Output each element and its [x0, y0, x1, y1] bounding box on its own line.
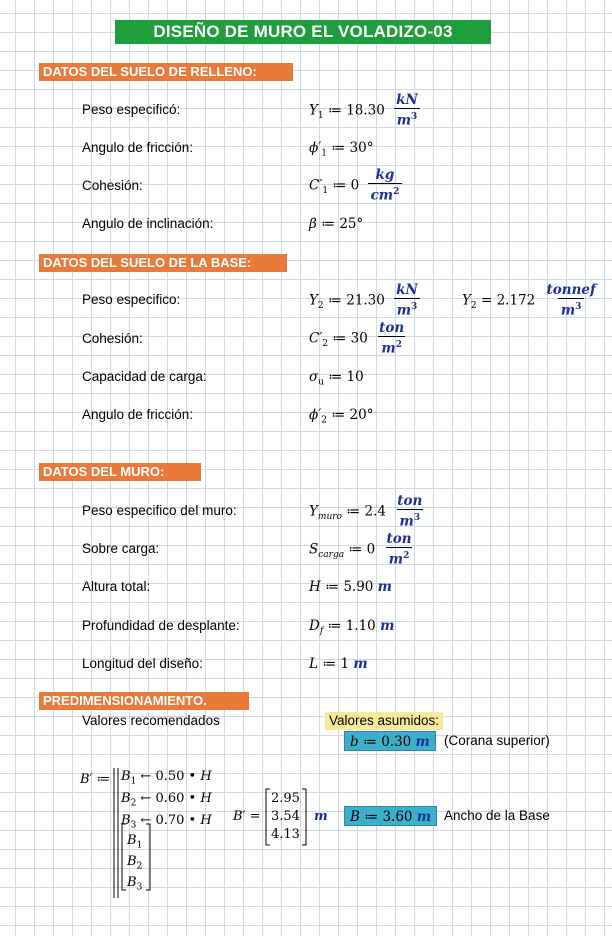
label-friccion-base: Angulo de fricción:: [82, 407, 194, 422]
eq-cohesion-relleno: $C'_1$ ≔ 0 $\frac{kg}{cm^2}$: [309, 168, 402, 204]
section-heading-relleno: DATOS DEL SUELO DE RELLENO:: [39, 63, 293, 81]
eq-altura: H ≔ 5.90 m: [309, 579, 392, 595]
program-return-2: $B_2$: [127, 854, 143, 872]
label-recomendados: Valores recomendados: [82, 713, 220, 728]
label-capacidad: Capacidad de carga:: [82, 369, 207, 384]
section-heading-pred: PREDIMENSIONAMIENTO.: [39, 692, 249, 710]
label-asumidos: Valores asumidos:: [325, 712, 443, 730]
eq-peso-relleno: $Y_1$ ≔ 18.30 $\frac{kN}{m^3}$: [309, 93, 421, 129]
program-line-3: $B_3$ ← 0.70 • H: [121, 813, 212, 831]
label-peso-muro: Peso especifico del muro:: [82, 503, 237, 518]
program-return-3: $B_3$: [127, 875, 143, 893]
eq-friccion-relleno: $\phi'_1$ ≔ 30°: [309, 140, 374, 159]
label-desplante: Profundidad de desplante:: [82, 618, 240, 633]
eq-inclinacion: β ≔ 25°: [309, 216, 364, 232]
program-line-2: $B_2$ ← 0.60 • H: [121, 791, 212, 809]
eq-B-base: B ≔ 3.60 m: [344, 806, 437, 826]
program-return-1: $B_1$: [127, 833, 143, 851]
label-friccion-relleno: Angulo de fricción:: [82, 140, 194, 155]
eq-peso-muro: $Y_{muro}$ ≔ 2.4 $\frac{\text{ton}}{m^3}$: [309, 493, 423, 530]
label-sobrecarga: Sobre carga:: [82, 541, 160, 556]
eq-friccion-base: $\phi'_2$ ≔ 20°: [309, 407, 374, 426]
label-corona: (Corana superior): [444, 733, 550, 748]
eq-b-corona: b ≔ 0.30 m: [344, 731, 436, 751]
page-title: DISEÑO DE MURO EL VOLADIZO-03: [115, 20, 491, 44]
section-heading-muro: DATOS DEL MURO:: [39, 463, 201, 481]
eq-longitud: L ≔ 1 m: [309, 656, 368, 672]
label-peso-base: Peso especifico:: [82, 292, 181, 307]
eq-capacidad: $\sigma_u$ ≔ 10: [309, 369, 364, 388]
label-altura: Altura total:: [82, 579, 151, 594]
label-longitud: Longitud del diseño:: [82, 656, 203, 671]
program-lhs: B′ ≔: [80, 772, 111, 787]
section-heading-base: DATOS DEL SUELO DE LA BASE:: [39, 254, 287, 272]
result-peso-base: $Y_2 = 2.172$ $\frac{\text{tonnef}}{m^3}$: [462, 282, 596, 319]
eq-cohesion-base: $C'_2$ ≔ 30 $\frac{\text{ton}}{m^2}$: [309, 320, 405, 357]
eq-desplante: $D_f$ ≔ 1.10 m: [309, 618, 395, 637]
label-cohesion-relleno: Cohesión:: [82, 178, 143, 193]
label-cohesion-base: Cohesión:: [82, 331, 143, 346]
result-lhs: B′ =: [233, 809, 261, 824]
result-value-3: 4.13: [271, 827, 300, 842]
program-line-1: $B_1$ ← 0.50 • H: [121, 769, 212, 787]
eq-peso-base: $Y_2$ ≔ 21.30 $\frac{kN}{m^3}$: [309, 283, 421, 319]
result-unit: m: [314, 809, 328, 824]
result-value-2: 3.54: [271, 809, 300, 824]
result-value-1: 2.95: [271, 791, 300, 806]
eq-sobrecarga: $S_{carga}$ ≔ 0 $\frac{\text{ton}}{m^2}$: [309, 531, 412, 568]
label-ancho: Ancho de la Base: [444, 808, 550, 823]
label-peso-relleno: Peso especificó:: [82, 102, 181, 117]
label-inclinacion: Angulo de inclinación:: [82, 216, 214, 231]
